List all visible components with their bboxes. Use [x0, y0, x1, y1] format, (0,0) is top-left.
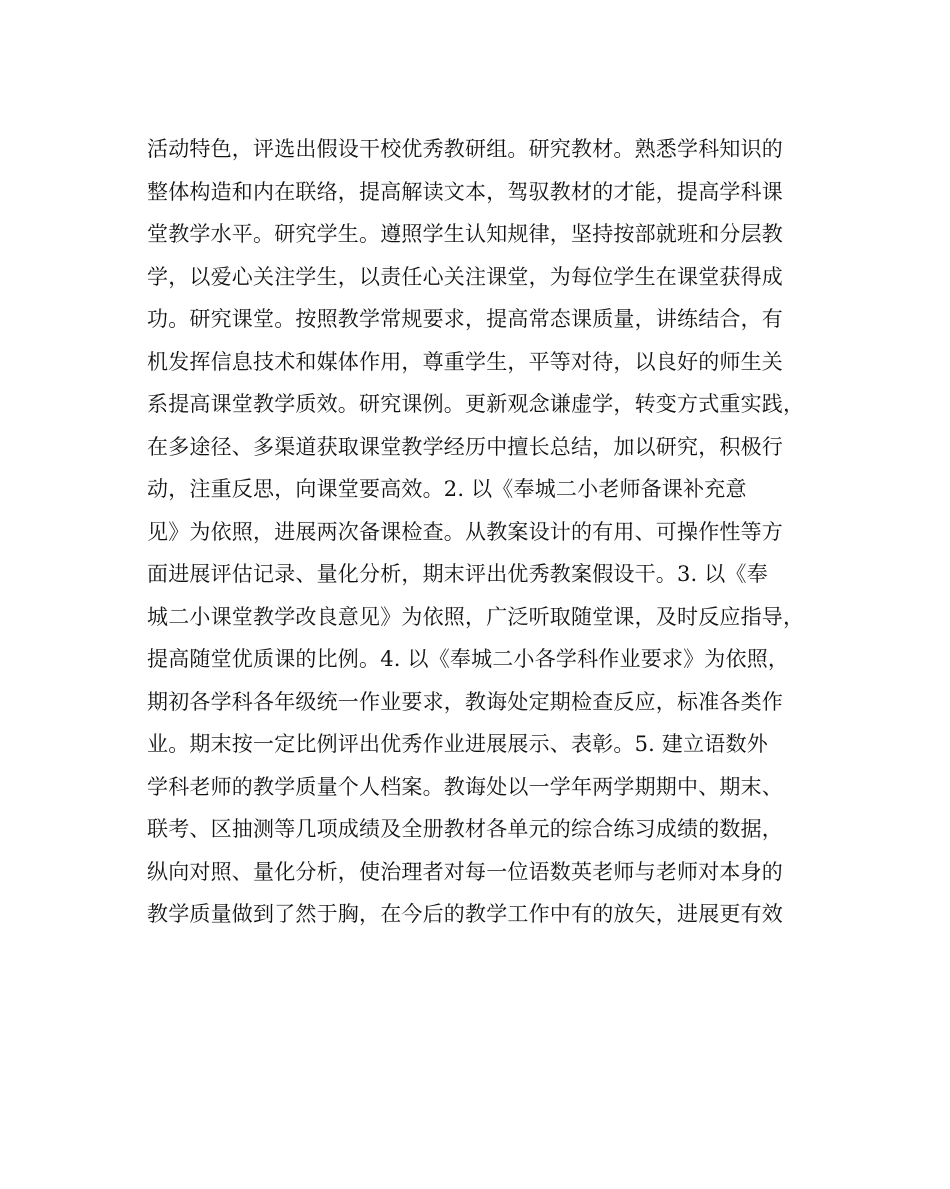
text-line: 学科老师的教学质量个人档案。教诲处以一学年两学期期中、期末、 [147, 774, 783, 799]
text-line: 纵向对照、量化分析，使治理者对每一位语数英老师与老师对本身的 [147, 859, 783, 884]
text-line: 期初各学科各年级统一作业要求，教诲处定期检查反应，标准各类作 [147, 689, 783, 714]
text-line: 功。研究课堂。按照教学常规要求，提高常态课质量，讲练结合，有 [147, 307, 783, 331]
text-line: 业。期末按一定比例评出优秀作业进展展示、表彰。5. 建立语数外 [147, 732, 768, 756]
text-line: 城二小课堂教学改良意见》为依照，广泛听取随堂课，及时反应指导， [147, 604, 805, 629]
text-line: 堂教学水平。研究学生。遵照学生认知规律，坚持按部就班和分层教 [147, 222, 783, 246]
text-line: 整体构造和内在联络，提高解读文本，驾驭教材的才能，提高学科课 [147, 179, 783, 204]
text-line: 学，以爱心关注学生，以责任心关注课堂，为每位学生在课堂获得成 [147, 264, 783, 289]
text-line: 联考、区抽测等几项成绩及全册教材各单元的综合练习成绩的数据， [147, 817, 783, 841]
text-line: 教学质量做到了然于胸，在今后的教学工作中有的放矢，进展更有效 [147, 902, 783, 926]
text-line: 提高随堂优质课的比例。4. 以《奉城二小各学科作业要求》为依照， [147, 647, 790, 671]
text-line: 机发挥信息技术和媒体作用，尊重学生，平等对待，以良好的师生关 [147, 349, 783, 374]
text-line: 见》为依照，进展两次备课检查。从教案设计的有用、可操作性等方 [147, 519, 783, 544]
body-text [147, 128, 827, 936]
text-line: 面进展评估记录、量化分析，期末评出优秀教案假设干。3. 以《奉 [147, 562, 768, 586]
text-line: 系提高课堂教学质效。研究课例。更新观念谦虚学，转变方式重实践， [147, 392, 805, 416]
text-line: 动，注重反思，向课堂要高效。2. 以《奉城二小老师备课补充意 [147, 477, 747, 501]
text-line: 在多途径、多渠道获取课堂教学经历中擅长总结，加以研究，积极行 [147, 434, 783, 459]
text-line: 活动特色，评选出假设干校优秀教研组。研究教材。熟悉学科知识的 [147, 137, 783, 161]
